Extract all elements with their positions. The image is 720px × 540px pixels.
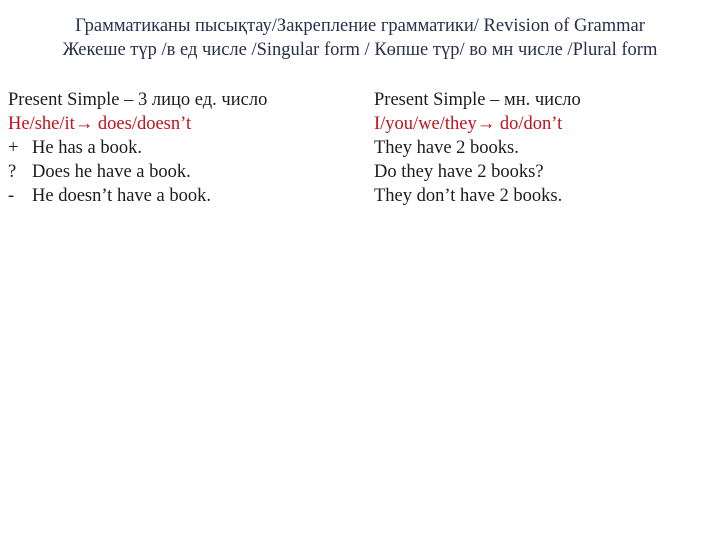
minus-symbol: - (8, 186, 15, 206)
plural-column (374, 88, 581, 208)
singular-question (8, 160, 267, 184)
singular-affirmative (8, 136, 267, 160)
question-symbol: ? (8, 162, 17, 182)
slide-title (0, 14, 720, 62)
singular-negative-text: He doesn’t have a book. (32, 186, 211, 206)
title-line-1: Грамматиканы пысықтау/Закрепление грамматики/ Revision of Grammar (75, 16, 645, 36)
plural-heading: Present Simple – мн. число (374, 90, 581, 110)
singular-question-text: Does he have a book. (32, 162, 191, 182)
singular-affirmative-text: He has a book. (32, 138, 142, 158)
title-separator: / (364, 40, 370, 60)
singular-negative (8, 184, 267, 208)
plural-affirmative: They have 2 books. (374, 138, 519, 158)
singular-heading: Present Simple – 3 лицо ед. число (8, 90, 268, 110)
title-line-2-singular: Жекеше түр /в ед числе /Singular form (62, 40, 365, 60)
singular-column (8, 88, 267, 208)
plural-negative: They don’t have 2 books. (374, 186, 563, 206)
plural-question: Do they have 2 books? (374, 162, 544, 182)
plural-rule: I/you/we/they→ do/don’t (374, 114, 563, 134)
title-line-2-plural: Көпше түр/ во мн числе /Plural form (369, 40, 658, 60)
plus-symbol: + (8, 138, 19, 158)
title-line-2 (0, 38, 720, 62)
singular-rule: He/she/it→ does/doesn’t (8, 114, 192, 134)
